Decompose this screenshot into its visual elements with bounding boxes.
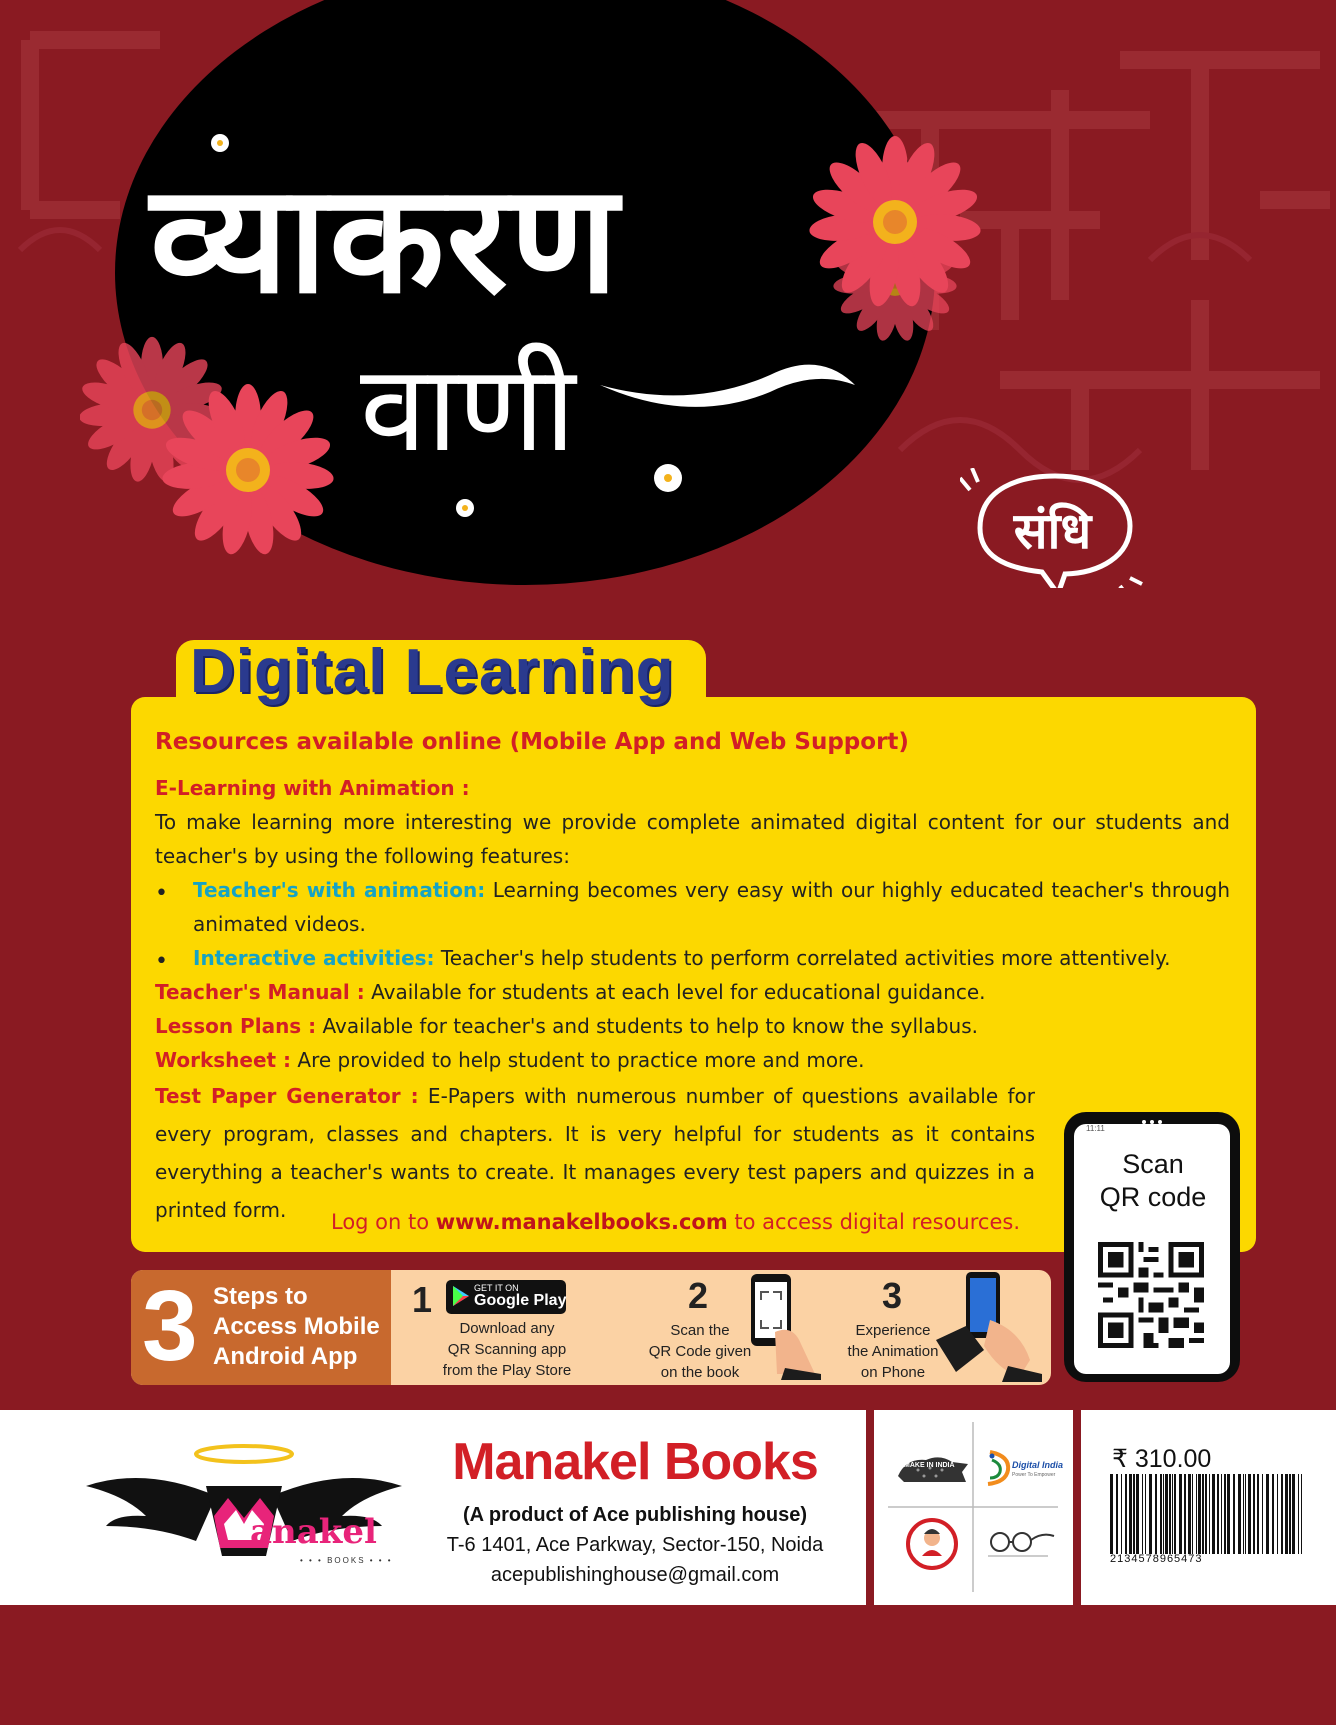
elearning-label: E-Learning with Animation : — [155, 776, 470, 800]
elearning-intro: To make learning more interesting we provide complete animated digital content for our students and teacher's by using the following features: — [155, 810, 1230, 868]
step-number: 1 — [412, 1279, 433, 1320]
steps-count: 3 — [142, 1270, 198, 1382]
feature-item: • Interactive activities: Teacher's help students to perform correlated activities more attentively. — [155, 941, 1230, 975]
make-in-india-text: MAKE IN INDIA — [904, 1462, 955, 1469]
google-play-text: Google Play — [474, 1292, 567, 1309]
digital-india-icon — [982, 1448, 1016, 1488]
footer-divider — [1073, 1410, 1081, 1605]
subject-label: संधि — [1013, 502, 1092, 560]
qr-code[interactable] — [1088, 1232, 1214, 1358]
resources-heading: Resources available online (Mobile App and Web Support) — [155, 729, 909, 755]
swachh-bharat-icon — [982, 1528, 1058, 1562]
phone-notch — [1138, 1118, 1166, 1126]
logon-line: Log on to www.manakelbooks.com to access digital resources. — [331, 1210, 1020, 1234]
step-text: Experience the Animation on Phone — [847, 1322, 939, 1381]
title-swash — [600, 330, 860, 410]
scan-qr-label: Scan QR code — [1099, 1149, 1207, 1212]
website-link[interactable]: www.manakelbooks.com — [435, 1210, 728, 1234]
logo-text: anakel — [250, 1512, 377, 1552]
feature-item: • Teacher's with animation: Learning becomes very easy with our highly educated teacher's through animated videos. — [155, 873, 1230, 941]
price: ₹ 310.00 — [1112, 1445, 1212, 1473]
google-play-small-text: GET IT ON — [474, 1283, 519, 1293]
publisher-email: acepublishinghouse@gmail.com — [490, 1564, 780, 1586]
phone-tap-icon — [930, 1270, 1045, 1382]
barcode-number: 2134578965473 — [1110, 1553, 1203, 1565]
publisher-name: Manakel Books — [452, 1433, 818, 1491]
digital-india-tagline: Power To Empower — [1012, 1472, 1056, 1478]
steps-label: Steps to Access Mobile Android App — [213, 1283, 380, 1370]
publisher-product: (A product of Ace publishing house) — [462, 1504, 808, 1526]
resource-item: Lesson Plans : Available for teacher's and students to help to know the syllabus. — [155, 1014, 978, 1038]
resource-item: Worksheet : Are provided to help student to practice more and more. — [155, 1048, 865, 1072]
publisher-address: T-6 1401, Ace Parkway, Sector-150, Noida — [446, 1534, 824, 1556]
resource-item: Test Paper Generator : E-Papers with numerous number of questions available for every program, classes and chapters. It is very helpful for students as it contains everything a teacher's wants to create. It manages every test papers and quizzes in a printed form. — [155, 1084, 1035, 1222]
footer-divider — [866, 1410, 874, 1605]
book-title-line2: वाणी — [360, 340, 576, 479]
barcode — [1108, 1474, 1304, 1554]
step-number: 2 — [688, 1275, 709, 1316]
beti-bachao-icon — [906, 1518, 958, 1570]
publisher-info — [420, 1500, 850, 1590]
logo-subtext: • • • BOOKS • • • — [300, 1556, 393, 1565]
phone-time: 11:11 — [1086, 1124, 1105, 1133]
digital-india-text: Digital India — [1012, 1460, 1064, 1470]
step-number: 3 — [882, 1275, 903, 1316]
step-text: Download any QR Scanning app from the Play Store — [442, 1320, 572, 1379]
step-text: Scan the QR Code given on the book — [648, 1322, 752, 1381]
make-in-india-lion-icon — [896, 1452, 972, 1486]
digital-learning-heading: Digital Learning — [190, 637, 675, 706]
resource-item: Teacher's Manual : Available for students at each level for educational guidance. — [155, 980, 986, 1004]
book-title-line1: व्याकरण — [150, 153, 621, 327]
play-store-icon — [452, 1285, 470, 1307]
